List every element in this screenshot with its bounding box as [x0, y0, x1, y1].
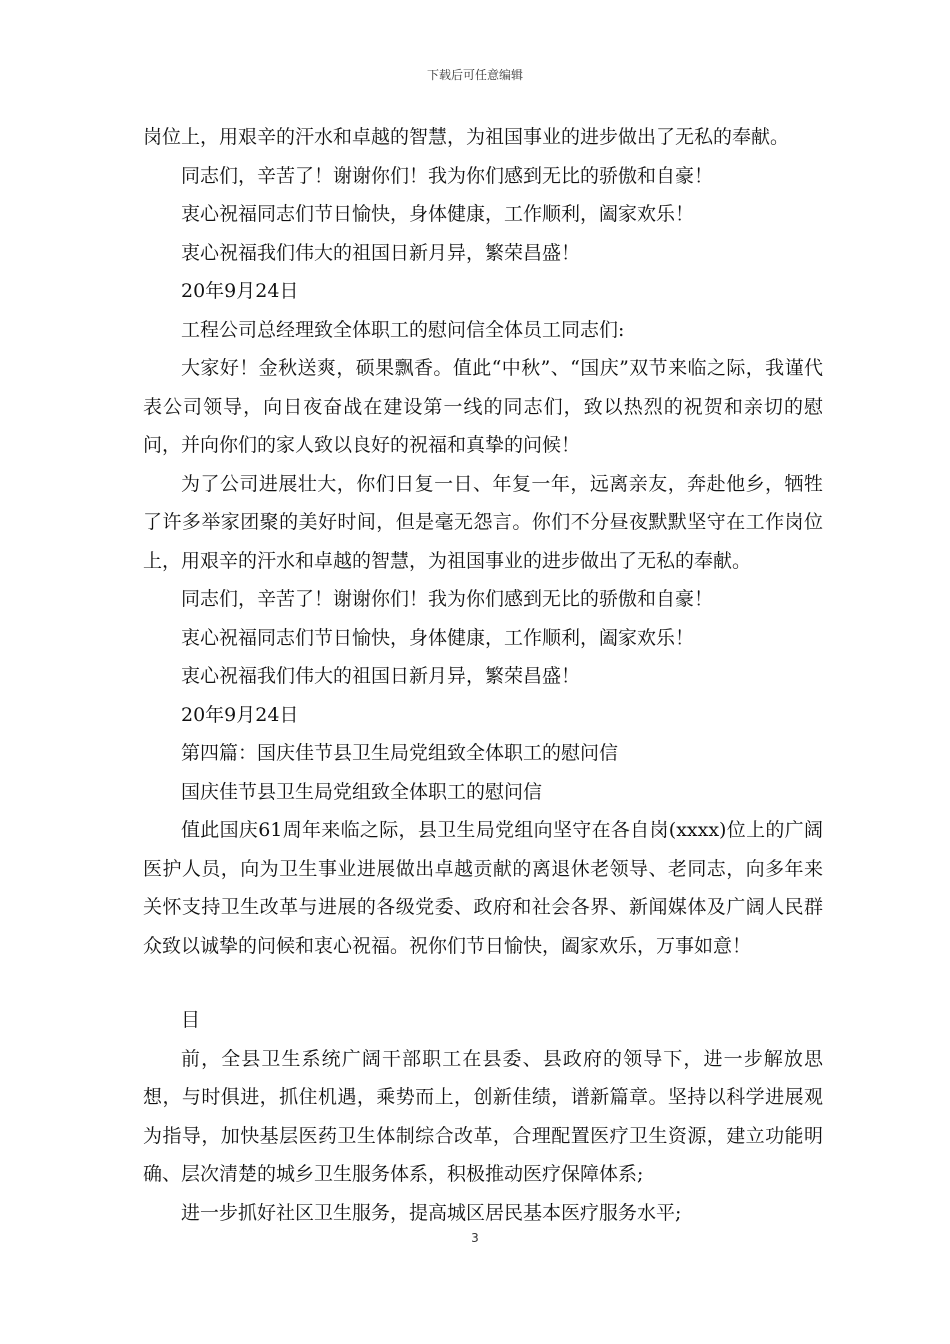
paragraph: 为了公司进展壮大，你们日复一日、年复一年，远离亲友，奔赴他乡，牺牲了许多举家团聚的美好时间，但是毫无怨言。你们不分昼夜默默坚守在工作岗位上，用艰辛的汗水和卓越的智慧，为祖国事业的进步做出了无私的奉献。	[143, 472, 823, 572]
document-body	[143, 118, 823, 1232]
paragraph: 同志们，辛苦了！谢谢你们！我为你们感到无比的骄傲和自豪！	[181, 588, 714, 610]
page-header: 下载后可任意编辑	[426, 68, 523, 82]
paragraph: 衷心祝福同志们节日愉快，身体健康，工作顺利，阖家欢乐！	[181, 203, 695, 225]
section-heading: 第四篇：国庆佳节县卫生局党组致全体职工的慰问信	[181, 742, 619, 764]
letter-title: 国庆佳节县卫生局党组致全体职工的慰问信	[181, 780, 543, 803]
paragraph: 大家好！金秋送爽，硕果飘香。值此“中秋”、“国庆”双节来临之际，我谨代表公司领导，向日夜奋战在建设第一线的同志们，致以热烈的祝贺和亲切的慰问，并向你们的家人致以良好的祝福和真挚的问候！	[143, 357, 823, 456]
paragraph: 岗位上，用艰辛的汗水和卓越的智慧，为祖国事业的进步做出了无私的奉献。	[143, 126, 790, 148]
paragraph: 衷心祝福我们伟大的祖国日新月异，繁荣昌盛！	[181, 665, 581, 687]
paragraph: 进一步抓好社区卫生服务，提高城区居民基本医疗服务水平;	[181, 1201, 682, 1224]
paragraph: 同志们，辛苦了！谢谢你们！我为你们感到无比的骄傲和自豪！	[181, 164, 714, 187]
paragraph: 前，全县卫生系统广阔干部职工在县委、县政府的领导下，进一步解放思想，与时俱进，抓住机遇，乘势而上，创新佳绩，谱新篇章。坚持以科学进展观为指导，加快基层医药卫生体制综合改革，合理配置医疗卫生资源，建立功能明确、层次清楚的城乡卫生服务体系，积极推动医疗保障体系;	[143, 1047, 823, 1185]
paragraph: 值此国庆61周年来临之际，县卫生局党组向坚守在各自岗(xxxx)位上的广阔医护人员，向为卫生事业进展做出卓越贡献的离退休老领导、老同志，向多年来关怀支持卫生改革与进展的各级党委、政府和社会各界、新闻媒体及广阔人民群众致以诚挚的问候和衷心祝福。祝你们节日愉快，阖家欢乐，万事如意！	[143, 819, 823, 957]
date-line: 20年9月24日	[181, 280, 299, 302]
paragraph-gap	[143, 965, 823, 1001]
date-line: 20年9月24日	[181, 703, 299, 726]
paragraph: 衷心祝福我们伟大的祖国日新月异，繁荣昌盛！	[181, 241, 581, 264]
page-number: 3	[471, 1231, 479, 1245]
paragraph: 目	[181, 1009, 201, 1031]
paragraph: 衷心祝福同志们节日愉快，身体健康，工作顺利，阖家欢乐！	[181, 626, 695, 649]
letter-title: 工程公司总经理致全体职工的慰问信全体员工同志们:	[181, 318, 625, 341]
